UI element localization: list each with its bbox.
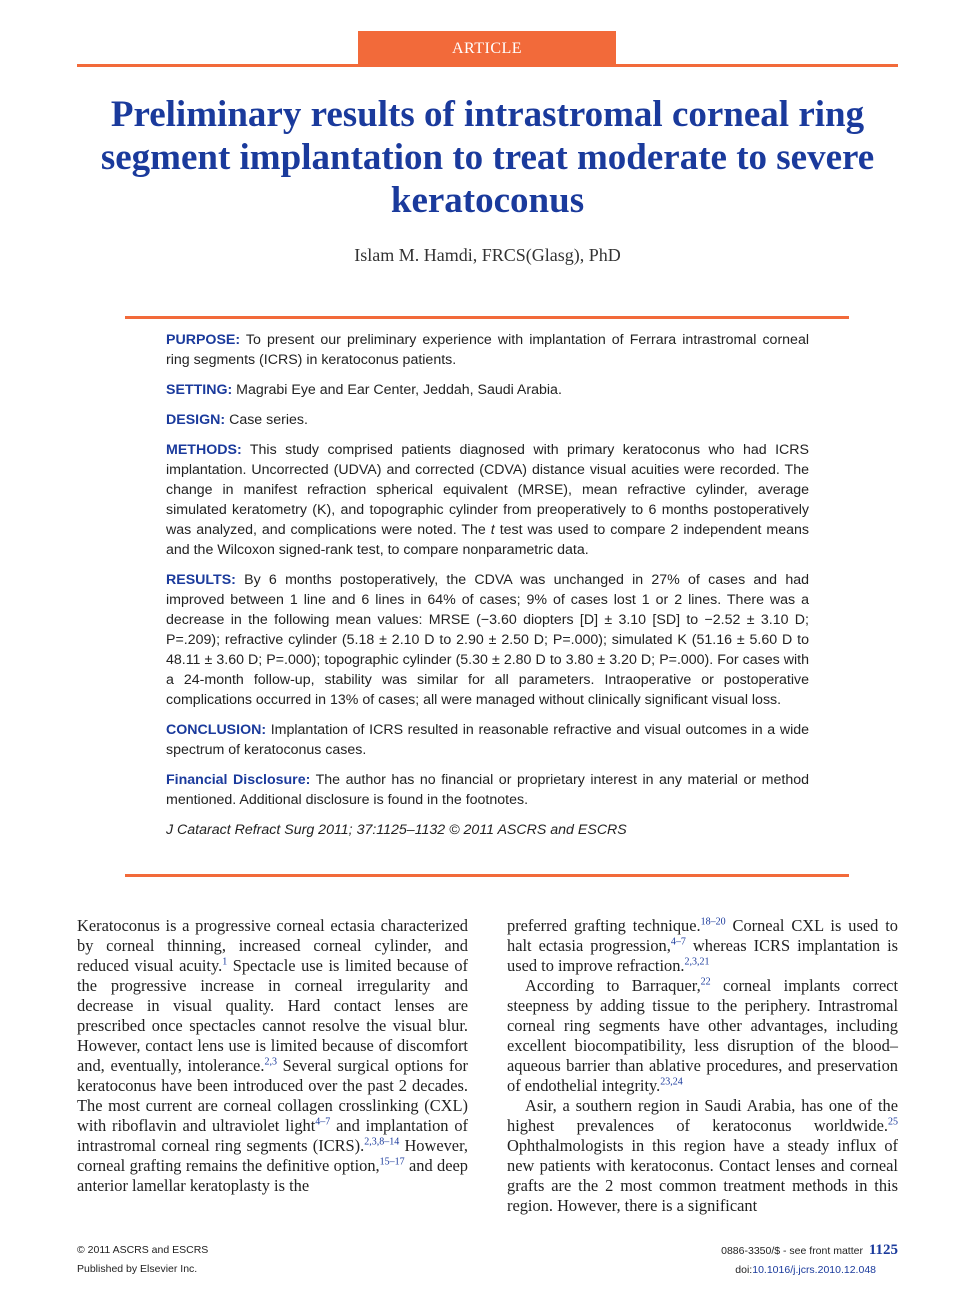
article-title: Preliminary results of intrastromal corneal ring segment implantation to treat moderate to severe keratoconus <box>100 94 875 221</box>
body-column-left <box>77 916 468 1196</box>
reference-link[interactable]: 4–7 <box>315 1116 331 1128</box>
body-text: According to Barraquer, <box>525 976 701 995</box>
methods-text: This study comprised patients diagnosed with primary keratoconus who had ICRS implantation. Uncorrected (UDVA) and corrected (CDVA) distance visual acuities were recorded. The change in manifest refraction spherical equivalent (MRSE), mean refractive cylinder, average simulated keratometry (K), and topographic cylinder from preoperatively to 6 months postoperatively was analyzed, and complications were noted. The <box>166 442 809 538</box>
citation: J Cataract Refract Surg 2011; 37:1125–1132 © 2011 ASCRS and ESCRS <box>166 822 627 838</box>
methods-paragraph <box>166 440 809 560</box>
reference-link[interactable]: 22 <box>700 976 711 988</box>
abstract-bottom-rule <box>125 874 849 877</box>
body-text: Asir, a southern region in Saudi Arabia, has one of the highest prevalences of keratoconus worldwide. <box>507 1096 898 1135</box>
abstract <box>166 330 809 850</box>
reference-link[interactable]: 15–17 <box>379 1156 405 1168</box>
body-text: and deep anterior lamellar keratoplasty is the <box>77 1156 468 1195</box>
author-line: Islam M. Hamdi, FRCS(Glasg), PhD <box>354 245 621 265</box>
setting-text: Magrabi Eye and Ear Center, Jeddah, Saudi Arabia. <box>232 382 562 398</box>
disclosure-label: Financial Disclosure: <box>166 772 311 788</box>
body-text: preferred grafting technique. <box>507 916 701 935</box>
setting-paragraph <box>166 380 809 400</box>
footer-issn: 0886-3350/$ - see front matter <box>721 1245 863 1257</box>
barraquer-paragraph <box>507 976 898 1096</box>
design-text: Case series. <box>225 412 308 428</box>
body-text: Spectacle use is limited because of the progressive increase in corneal irregularity and decrease in visual quality. Hard contact lenses are prescribed once spectacles cannot resolve the visual blur. However, contact lens use is limited because of discomfort and, eventually, intolerance. <box>77 956 468 1075</box>
disclosure-text: The author has no financial or proprietary interest in any material or method mentioned. Additional disclosure is found in the footnotes. <box>166 772 809 808</box>
reference-link[interactable]: 4–7 <box>670 936 686 948</box>
purpose-paragraph <box>166 330 809 370</box>
article-type-tag: ARTICLE <box>358 31 616 64</box>
setting-label: SETTING: <box>166 382 233 398</box>
design-paragraph <box>166 410 809 430</box>
body-text: Several surgical options for keratoconus have been introduced over the past 2 decades. The most current are corneal collagen crosslinking (CXL) with riboflavin and ultraviolet light <box>77 1056 468 1135</box>
continued-paragraph <box>507 916 898 976</box>
methods-text-end: test was used to compare 2 independent means and the Wilcoxon signed-rank test, to compare nonparametric data. <box>166 522 809 558</box>
disclosure-paragraph <box>166 770 809 810</box>
reference-link[interactable]: 18–20 <box>700 916 726 928</box>
intro-paragraph <box>77 916 468 1196</box>
header-rule <box>77 64 898 67</box>
results-label: RESULTS: <box>166 572 236 588</box>
footer-copyright: © 2011 ASCRS and ESCRS <box>77 1244 209 1256</box>
results-text: By 6 months postoperatively, the CDVA was unchanged in 27% of cases and had improved between 1 line and 6 lines in 64% of cases; 9% of cases lost 1 or 2 lines. There was a decrease in the following mean values: MRSE (−3.60 diopters [D] ± 3.10 [SD] to −2.52 ± 3.10 D; P=.209); refractive cylinder (5.18 ± 2.10 D to 2.90 ± 2.50 D; P=.000); simulated K (51.16 ± 5.60 D to 48.11 ± 3.60 D; P=.000); topographic cylinder (5.30 ± 2.80 D to 3.80 ± 3.20 D; P=.000). For cases with a 24-month follow-up, stability was similar for all parameters. Intraoperative or postoperative complications occurred in 13% of cases; all were managed without clinically significant visual loss. <box>166 572 809 708</box>
abstract-top-rule <box>125 316 849 319</box>
body-text: Keratoconus is a progressive corneal ectasia characterized by corneal thinning, increased corneal cylinder, and reduced visual acuity. <box>77 916 468 975</box>
results-paragraph <box>166 570 809 710</box>
conclusion-paragraph <box>166 720 809 760</box>
methods-label: METHODS: <box>166 442 242 458</box>
reference-link[interactable]: 1 <box>222 956 228 968</box>
asir-paragraph <box>507 1096 898 1216</box>
reference-link[interactable]: 2,3,8–14 <box>364 1136 400 1148</box>
footer-right <box>721 1241 898 1280</box>
conclusion-label: CONCLUSION: <box>166 722 267 738</box>
design-label: DESIGN: <box>166 412 226 428</box>
methods-t-italic: t <box>490 522 495 538</box>
reference-link[interactable]: 2,3 <box>264 1056 277 1068</box>
conclusion-text: Implantation of ICRS resulted in reasonable refractive and visual outcomes in a wide spectrum of keratoconus cases. <box>166 722 809 758</box>
body-text: Corneal CXL is used to halt ectasia progression, <box>507 916 898 955</box>
doi-prefix: doi: <box>735 1264 753 1276</box>
body-text: However, corneal grafting remains the definitive option, <box>77 1136 468 1175</box>
doi-link[interactable]: 10.1016/j.jcrs.2010.12.048 <box>752 1264 876 1276</box>
footer-publisher: Published by Elsevier Inc. <box>77 1263 198 1275</box>
footer-left <box>77 1241 208 1279</box>
body-text: corneal implants correct steepness by adding tissue to the periphery. Intrastromal corneal ring segments have other advantages, including excellent biocompatibility, less disruption of the blood–aqueous barrier than ablative procedures, and preservation of endothelial integrity. <box>507 976 899 1095</box>
body-text: Ophthalmologists in this region have a steady influx of new patients with keratoconus. Contact lenses and corneal grafts are the 2 most common treatment methods in this region. However, there is a significant <box>507 1136 898 1215</box>
purpose-text: To present our preliminary experience with implantation of Ferrara intrastromal corneal ring segments (ICRS) in keratoconus patients. <box>166 332 809 368</box>
body-column-right <box>507 916 898 1216</box>
reference-link[interactable]: 2,3,21 <box>684 956 710 968</box>
reference-link[interactable]: 23,24 <box>660 1076 683 1088</box>
purpose-label: PURPOSE: <box>166 332 241 348</box>
reference-link[interactable]: 25 <box>888 1116 898 1128</box>
page-number: 1125 <box>868 1242 898 1258</box>
body-text: and implantation of intrastromal corneal ring segments (ICRS). <box>77 1116 468 1155</box>
body-text: whereas ICRS implantation is used to improve refraction. <box>507 936 898 975</box>
